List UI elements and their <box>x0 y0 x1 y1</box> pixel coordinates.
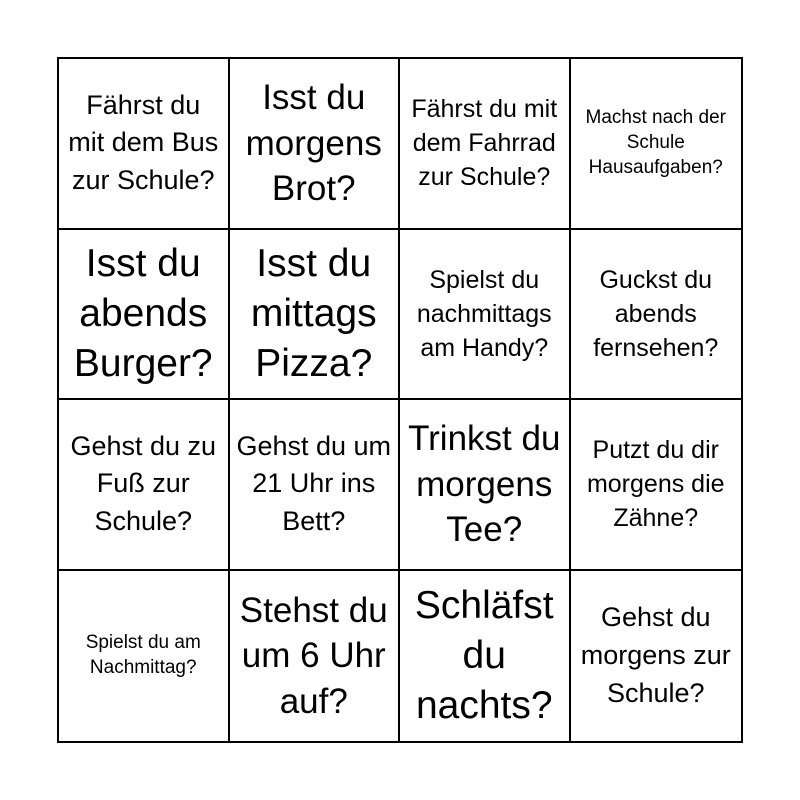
bingo-cell[interactable]: Guckst du abends fernsehen? <box>571 230 742 401</box>
bingo-cell[interactable]: Schläfst du nachts? <box>400 571 571 742</box>
bingo-cell[interactable]: Gehst du zu Fuß zur Schule? <box>59 400 230 571</box>
bingo-cell[interactable]: Spielst du nachmittags am Handy? <box>400 230 571 401</box>
bingo-cell[interactable]: Gehst du morgens zur Schule? <box>580 602 731 708</box>
bingo-cell[interactable]: Trinkst du morgens Tee? <box>400 400 571 571</box>
bingo-cell[interactable]: Machst nach der Schule Hausaufgaben? <box>571 59 742 230</box>
bingo-cell[interactable]: Fährst du mit dem Bus zur Schule? <box>59 59 230 230</box>
bingo-cell[interactable]: Fährst du mit dem Fahrrad zur Schule? <box>400 59 571 230</box>
bingo-cell[interactable]: Isst du mittags Pizza? <box>230 230 401 401</box>
bingo-cell[interactable]: Putzt du dir morgens die Zähne? <box>571 400 742 571</box>
bingo-cell[interactable]: Stehst du um 6 Uhr auf? <box>230 571 401 742</box>
bingo-cell[interactable]: Spielst du am Nachmittag? <box>59 571 230 742</box>
bingo-cell[interactable]: Isst du morgens Brot? <box>230 59 401 230</box>
bingo-board <box>57 57 743 743</box>
bingo-cell[interactable]: Isst du abends Burger? <box>59 230 230 401</box>
bingo-cell[interactable]: Gehst du um 21 Uhr ins Bett? <box>230 400 401 571</box>
